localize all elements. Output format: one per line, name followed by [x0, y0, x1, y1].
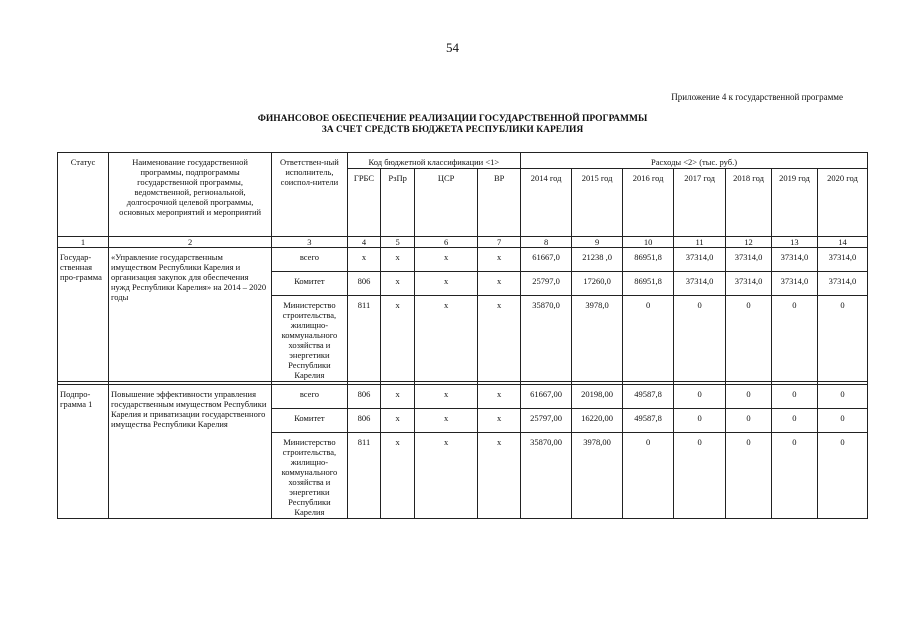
amount-cell: 0 [726, 409, 772, 433]
amount-cell: 0 [726, 296, 772, 382]
executor-cell: всего [272, 385, 347, 409]
amount-cell: 3978,00 [572, 433, 623, 519]
amount-cell: 0 [623, 296, 674, 382]
executor-cell: Комитет [272, 272, 347, 296]
program-name: «Управление государственным имуществом Республики Карелия и организация закупок для обеспечения нужд Республики Карелия» на 2014 – 2020 годы [109, 248, 272, 382]
amount-cell: 0 [623, 433, 674, 519]
grbs-cell: 811 [347, 433, 381, 519]
grbs-cell: 806 [347, 385, 381, 409]
header-expenses: Расходы <2> (тыс. руб.) [521, 153, 868, 169]
table-row [58, 248, 868, 272]
vr-cell: x [478, 248, 521, 272]
column-number: 14 [817, 237, 867, 248]
amount-cell: 35870,0 [521, 296, 572, 382]
executor-cell: Комитет [272, 409, 347, 433]
amount-cell: 16220,00 [572, 409, 623, 433]
amount-cell: 49587,8 [623, 385, 674, 409]
column-number: 3 [272, 237, 347, 248]
amount-cell: 37314,0 [771, 248, 817, 272]
amount-cell: 0 [674, 296, 726, 382]
finance-table [57, 152, 868, 519]
header-year: 2018 год [726, 169, 772, 237]
header-year: 2017 год [674, 169, 726, 237]
column-number: 8 [521, 237, 572, 248]
rzpr-cell: x [381, 248, 415, 272]
title-line-2: ЗА СЧЕТ СРЕДСТВ БЮДЖЕТА РЕСПУБЛИКИ КАРЕЛИЯ [321, 125, 584, 135]
program-status: Государ-ственная про-грамма [58, 248, 109, 382]
header-vr: ВР [478, 169, 521, 237]
header-name: Наименование государственной программы, подпрограммы государственной программы, ведомственной, региональной, долгосрочной целевой программы, основных мероприятий и мероприятий [109, 153, 272, 237]
vr-cell: x [478, 296, 521, 382]
header-year: 2019 год [771, 169, 817, 237]
executor-cell: Министерство строительства, жилищно-коммунального хозяйства и энергетики Республики Карелия [272, 433, 347, 519]
amount-cell: 0 [674, 385, 726, 409]
header-grbs: ГРБС [347, 169, 381, 237]
grbs-cell: 811 [347, 296, 381, 382]
grbs-cell: 806 [347, 409, 381, 433]
column-number: 1 [58, 237, 109, 248]
column-number: 6 [414, 237, 477, 248]
subprogram-status: Подпро-грамма 1 [58, 385, 109, 519]
table-row [58, 385, 868, 409]
vr-cell: x [478, 433, 521, 519]
header-csr: ЦСР [414, 169, 477, 237]
header-year: 2016 год [623, 169, 674, 237]
rzpr-cell: x [381, 385, 415, 409]
header-year: 2015 год [572, 169, 623, 237]
csr-cell: x [414, 385, 477, 409]
grbs-cell: 806 [347, 272, 381, 296]
amount-cell: 0 [817, 385, 867, 409]
amount-cell: 0 [771, 409, 817, 433]
amount-cell: 61667,00 [521, 385, 572, 409]
column-number: 10 [623, 237, 674, 248]
vr-cell: x [478, 385, 521, 409]
amount-cell: 49587,8 [623, 409, 674, 433]
header-year: 2020 год [817, 169, 867, 237]
document-title [0, 114, 905, 136]
csr-cell: x [414, 409, 477, 433]
vr-cell: x [478, 272, 521, 296]
amount-cell: 0 [771, 433, 817, 519]
amount-cell: 0 [674, 433, 726, 519]
amount-cell: 0 [817, 433, 867, 519]
column-number: 12 [726, 237, 772, 248]
amount-cell: 37314,0 [817, 248, 867, 272]
amount-cell: 0 [726, 433, 772, 519]
amount-cell: 37314,0 [817, 272, 867, 296]
column-number-row [58, 237, 868, 248]
executor-cell: Министерство строительства, жилищно-коммунального хозяйства и энергетики Республики Карелия [272, 296, 347, 382]
header-row [58, 153, 868, 169]
column-number: 5 [381, 237, 415, 248]
csr-cell: x [414, 433, 477, 519]
column-number: 7 [478, 237, 521, 248]
amount-cell: 25797,0 [521, 272, 572, 296]
amount-cell: 25797,00 [521, 409, 572, 433]
amount-cell: 37314,0 [674, 248, 726, 272]
amount-cell: 86951,8 [623, 272, 674, 296]
amount-cell: 0 [726, 385, 772, 409]
rzpr-cell: x [381, 433, 415, 519]
amount-cell: 0 [771, 296, 817, 382]
csr-cell: x [414, 272, 477, 296]
amount-cell: 35870,00 [521, 433, 572, 519]
amount-cell: 21238 ,0 [572, 248, 623, 272]
grbs-cell: x [347, 248, 381, 272]
executor-cell: всего [272, 248, 347, 272]
header-year: 2014 год [521, 169, 572, 237]
amount-cell: 0 [674, 409, 726, 433]
column-number: 4 [347, 237, 381, 248]
amount-cell: 20198,00 [572, 385, 623, 409]
header-executor: Ответствен-ный исполнитель, соиспол-нители [272, 153, 347, 237]
amount-cell: 86951,8 [623, 248, 674, 272]
amount-cell: 3978,0 [572, 296, 623, 382]
subprogram-name: Повышение эффективности управления государственным имуществом Республики Карелия и приватизации государственного имущества Республики Карелия [109, 385, 272, 519]
header-rzpr: РзПр [381, 169, 415, 237]
amount-cell: 0 [771, 385, 817, 409]
vr-cell: x [478, 409, 521, 433]
amount-cell: 17260,0 [572, 272, 623, 296]
column-number: 11 [674, 237, 726, 248]
column-number: 13 [771, 237, 817, 248]
csr-cell: x [414, 248, 477, 272]
column-number: 2 [109, 237, 272, 248]
amount-cell: 0 [817, 296, 867, 382]
header-budget-code: Код бюджетной классификации <1> [347, 153, 520, 169]
column-number: 9 [572, 237, 623, 248]
page-number: 54 [446, 40, 459, 55]
amount-cell: 37314,0 [726, 248, 772, 272]
amount-cell: 37314,0 [726, 272, 772, 296]
header-status: Статус [58, 153, 109, 237]
amount-cell: 61667,0 [521, 248, 572, 272]
rzpr-cell: x [381, 409, 415, 433]
title-line-1: ФИНАНСОВОЕ ОБЕСПЕЧЕНИЕ РЕАЛИЗАЦИИ ГОСУДАРСТВЕННОЙ ПРОГРАММЫ [257, 114, 648, 124]
csr-cell: x [414, 296, 477, 382]
appendix-note: Приложение 4 к государственной программе [671, 92, 843, 102]
rzpr-cell: x [381, 296, 415, 382]
amount-cell: 0 [817, 409, 867, 433]
rzpr-cell: x [381, 272, 415, 296]
amount-cell: 37314,0 [771, 272, 817, 296]
amount-cell: 37314,0 [674, 272, 726, 296]
